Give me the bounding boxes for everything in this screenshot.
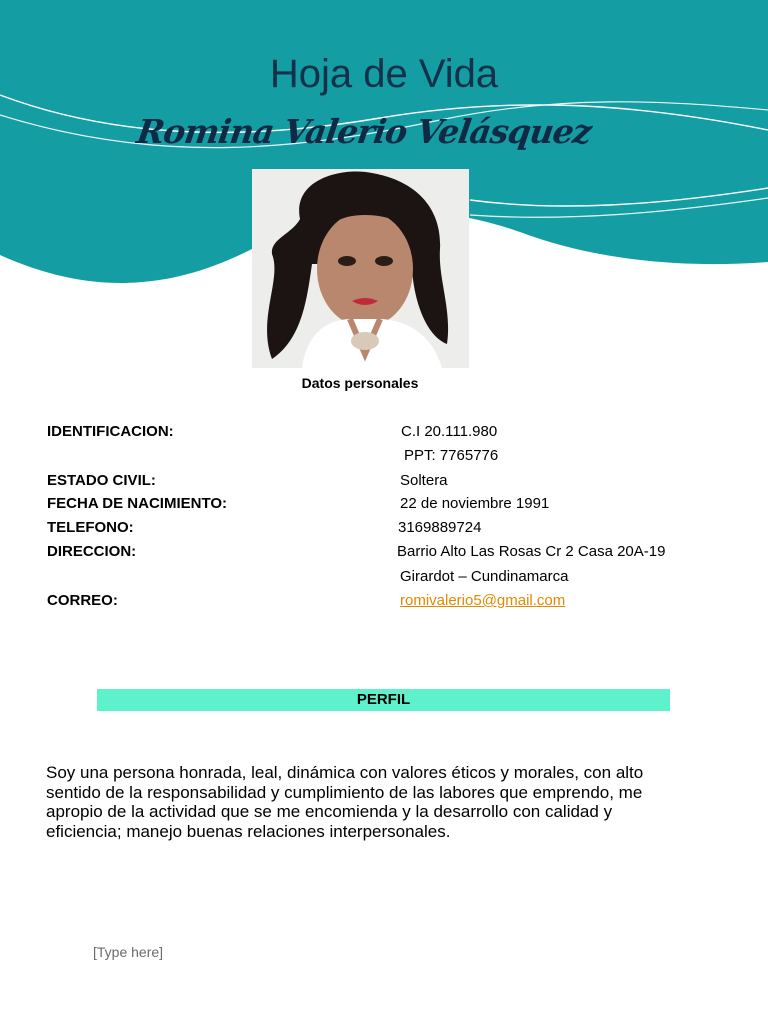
profile-photo: [252, 169, 469, 368]
info-label: IDENTIFICACION:: [47, 423, 174, 440]
info-value: Soltera: [400, 472, 448, 489]
info-row-estado-civil: [0, 472, 768, 494]
info-row-correo: [0, 592, 768, 614]
info-row-telefono: [0, 519, 768, 541]
info-value: Barrio Alto Las Rosas Cr 2 Casa 20A-19: [397, 543, 666, 560]
info-label: DIRECCION:: [47, 543, 137, 560]
portrait-image: [252, 169, 469, 368]
footer-placeholder[interactable]: [Type here]: [93, 944, 164, 960]
info-label: ESTADO CIVIL:: [47, 472, 156, 489]
section-heading-perfil: PERFIL: [97, 689, 670, 711]
info-row-identificacion: [0, 423, 768, 445]
info-label: FECHA DE NACIMIENTO:: [47, 495, 227, 512]
document-title: Hoja de Vida: [269, 52, 499, 96]
profile-paragraph: Soy una persona honrada, leal, dinámica con valores éticos y morales, con alto sentido de la responsabilidad y cumplimiento de las labores que emprendo, me apropio de la actividad que se me encomienda y la desarrollo con calidad y eficiencia; manejo buenas relaciones interpersonales.: [46, 763, 644, 841]
email-link[interactable]: romivalerio5@gmail.com: [400, 592, 566, 609]
info-row-direccion: [0, 543, 768, 565]
section-heading-personal: Datos personales: [301, 375, 419, 391]
info-row-fecha-nacimiento: [0, 495, 768, 517]
info-row-ciudad: [0, 568, 768, 590]
info-label: TELEFONO:: [47, 519, 134, 536]
info-value: 22 de noviembre 1991: [400, 495, 550, 512]
person-name: Romina Valerio Velásquez: [134, 112, 594, 151]
info-value: 3169889724: [398, 519, 482, 536]
info-value: PPT: 7765776: [404, 447, 499, 464]
info-label: CORREO:: [47, 592, 118, 609]
info-value: Girardot – Cundinamarca: [400, 568, 569, 585]
info-row-ppt: [0, 447, 768, 469]
info-value: C.I 20.111.980: [401, 423, 498, 440]
